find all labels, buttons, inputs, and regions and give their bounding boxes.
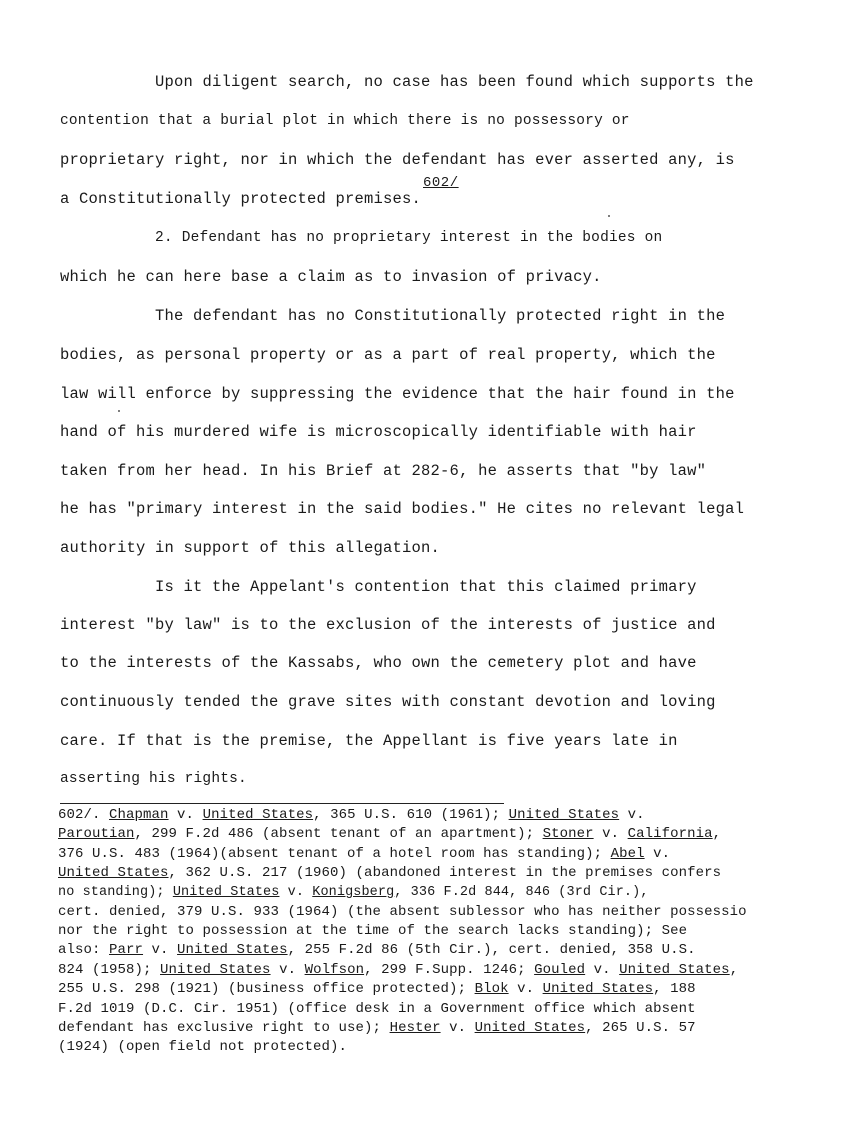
body-line: The defendant has no Constitutionally protected right in the [155,307,726,325]
footnote-reference: 602/ [423,175,459,191]
case-name: Stoner [542,826,594,842]
body-line: hand of his murdered wife is microscopically identifiable with hair [60,423,697,441]
scan-speck [118,410,120,412]
body-line: a Constitutionally protected premises. [60,190,422,208]
body-line: bodies, as personal property or as a part of real property, which the [60,346,716,364]
section-heading-line: which he can here base a claim as to invasion of privacy. [60,268,602,286]
scan-speck [608,215,610,217]
footnote-line: 255 U.S. 298 (1921) (business office protected); Blok v. United States, 188 [58,981,696,997]
footnote-line: also: Parr v. United States, 255 F.2d 86 (5th Cir.), cert. denied, 358 U.S. [58,942,696,958]
body-line: law will enforce by suppressing the evidence that the hair found in the [60,385,735,403]
case-name: Parr [109,942,144,958]
body-line: continuously tended the grave sites with constant devotion and loving [60,693,716,711]
body-line: interest "by law" is to the exclusion of the interests of justice and [60,616,716,634]
case-name: United States [542,981,654,997]
case-name: Paroutian [58,826,135,842]
case-name: Gouled [534,962,586,978]
case-name: Hester [389,1020,441,1036]
footnote-line: no standing); United States v. Konigsberg, 336 F.2d 844, 846 (3rd Cir.), [58,885,649,900]
body-line: taken from her head. In his Brief at 282-6, he asserts that "by law" [60,462,707,480]
case-name: United States [474,1020,586,1036]
footnote-line: F.2d 1019 (D.C. Cir. 1951) (office desk in a Government office which absent [58,1001,696,1017]
footnote-line: 602/. Chapman v. United States, 365 U.S. 610 (1961); United States v. [58,807,645,823]
case-name: United States [202,807,314,823]
case-name: United States [508,807,620,823]
case-name: United States [58,865,169,881]
case-name: United States [177,942,288,958]
body-line: authority in support of this allegation. [60,539,441,557]
case-name: United States [160,962,271,978]
body-line: to the interests of the Kassabs, who own the cemetery plot and have [60,654,697,672]
footnote-line: nor the right to possession at the time of the search lacks standing); See [58,923,688,939]
footnote-line: Paroutian, 299 F.2d 486 (absent tenant of an apartment); Stoner v. California, [58,826,722,842]
case-name: Abel [610,846,645,862]
body-line: care. If that is the premise, the Appellant is five years late in [60,732,678,750]
case-name: California [627,826,713,842]
body-line: he has "primary interest in the said bodies." He cites no relevant legal [60,500,745,518]
section-heading-line: 2. Defendant has no proprietary interest in the bodies on [155,230,663,246]
footnote-line: (1924) (open field not protected). [58,1039,348,1055]
body-line: Upon diligent search, no case has been found which supports the [155,73,754,91]
body-line: contention that a burial plot in which there is no possessory or [60,113,630,129]
case-name: United States [172,885,280,900]
footnote-line: United States, 362 U.S. 217 (1960) (abandoned interest in the premises confers [58,865,722,881]
footnote-line: 376 U.S. 483 (1964)(absent tenant of a hotel room has standing); Abel v. [58,846,671,862]
body-line: Is it the Appelant's contention that this claimed primary [155,578,697,596]
case-name: United States [619,962,730,978]
footnote-divider [60,803,504,804]
case-name: Chapman [109,807,169,823]
case-name: Konigsberg [312,885,395,900]
footnote-line: 824 (1958); United States v. Wolfson, 299 F.Supp. 1246; Gouled v. United States, [58,962,739,978]
footnote-line: defendant has exclusive right to use); Hester v. United States, 265 U.S. 57 [58,1020,696,1036]
case-name: Blok [474,981,509,997]
case-name: Wolfson [304,962,365,978]
body-line: asserting his rights. [60,771,247,787]
footnote-number: 602/. [58,807,101,823]
body-line: proprietary right, nor in which the defendant has ever asserted any, is [60,151,735,169]
footnote-line: cert. denied, 379 U.S. 933 (1964) (the absent sublessor who has neither possessio [58,904,747,920]
